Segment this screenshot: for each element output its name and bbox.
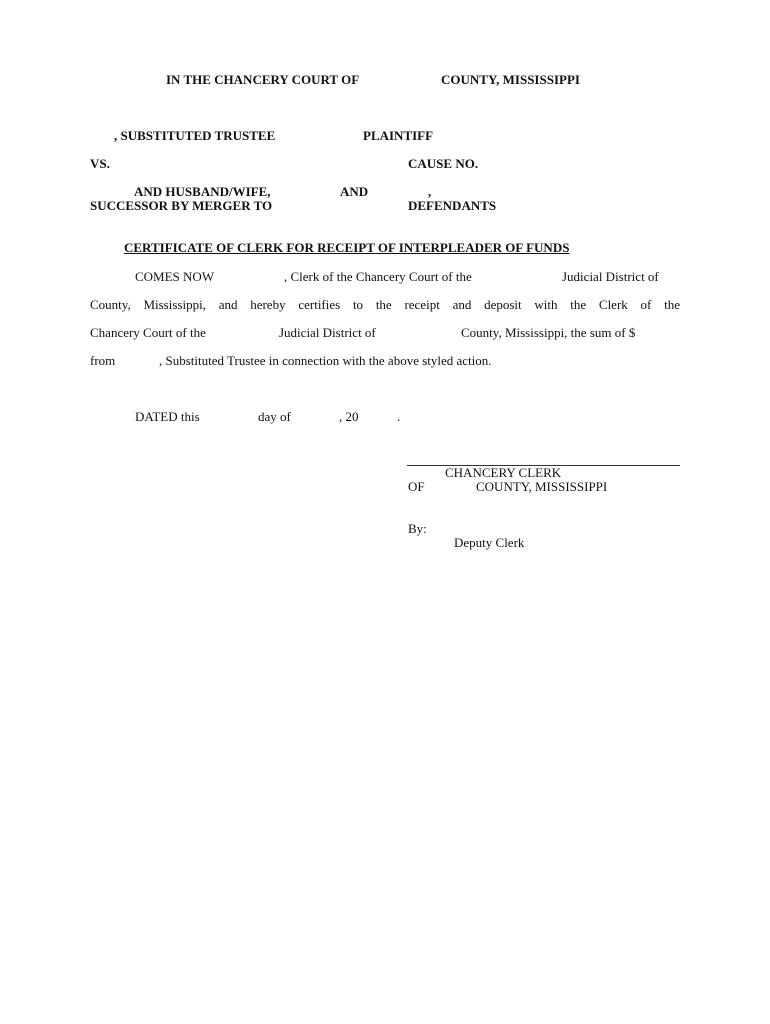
versus-label: VS.	[90, 156, 110, 171]
county-sum-text: County, Mississippi, the sum of $	[461, 325, 636, 340]
document-title: CERTIFICATE OF CLERK FOR RECEIPT OF INTERPLEADER OF FUNDS	[124, 240, 570, 255]
judicial-district-text-2: Judicial District of	[279, 325, 376, 340]
defendant-comma: ,	[428, 184, 432, 199]
dated-this-text: DATED this	[135, 409, 200, 424]
deputy-clerk-label: Deputy Clerk	[454, 535, 525, 550]
from-text: from	[90, 353, 116, 368]
judicial-district-text-1: Judicial District of	[562, 269, 659, 284]
cause-number-label: CAUSE NO.	[408, 156, 479, 171]
plaintiff-label: PLAINTIFF	[363, 128, 434, 143]
successor-label: SUCCESSOR BY MERGER TO	[90, 198, 273, 213]
year-prefix-text: , 20	[339, 409, 359, 424]
dated-period: .	[397, 409, 401, 424]
court-heading-suffix: COUNTY, MISSISSIPPI	[441, 72, 580, 87]
and-label: AND	[340, 184, 369, 199]
of-label: OF	[408, 479, 425, 494]
defendant-husband-wife: AND HUSBAND/WIFE,	[134, 184, 271, 199]
court-heading-prefix: IN THE CHANCERY COURT OF	[166, 72, 360, 87]
body-line-2: County, Mississippi, and hereby certifies to the receipt and deposit with the Clerk of the	[90, 297, 680, 312]
chancery-court-text: Chancery Court of the	[90, 325, 206, 340]
by-label: By:	[408, 521, 427, 536]
clerk-of-text: , Clerk of the Chancery Court of the	[284, 269, 472, 284]
chancery-clerk-label: CHANCERY CLERK	[445, 465, 562, 480]
county-state-label: COUNTY, MISSISSIPPI	[476, 479, 608, 494]
comes-now-text: COMES NOW	[135, 269, 215, 284]
trustee-action-text: , Substituted Trustee in connection with the above styled action.	[159, 353, 492, 368]
defendants-label: DEFENDANTS	[408, 198, 497, 213]
day-of-text: day of	[258, 409, 291, 424]
plaintiff-name: , SUBSTITUTED TRUSTEE	[114, 128, 276, 143]
